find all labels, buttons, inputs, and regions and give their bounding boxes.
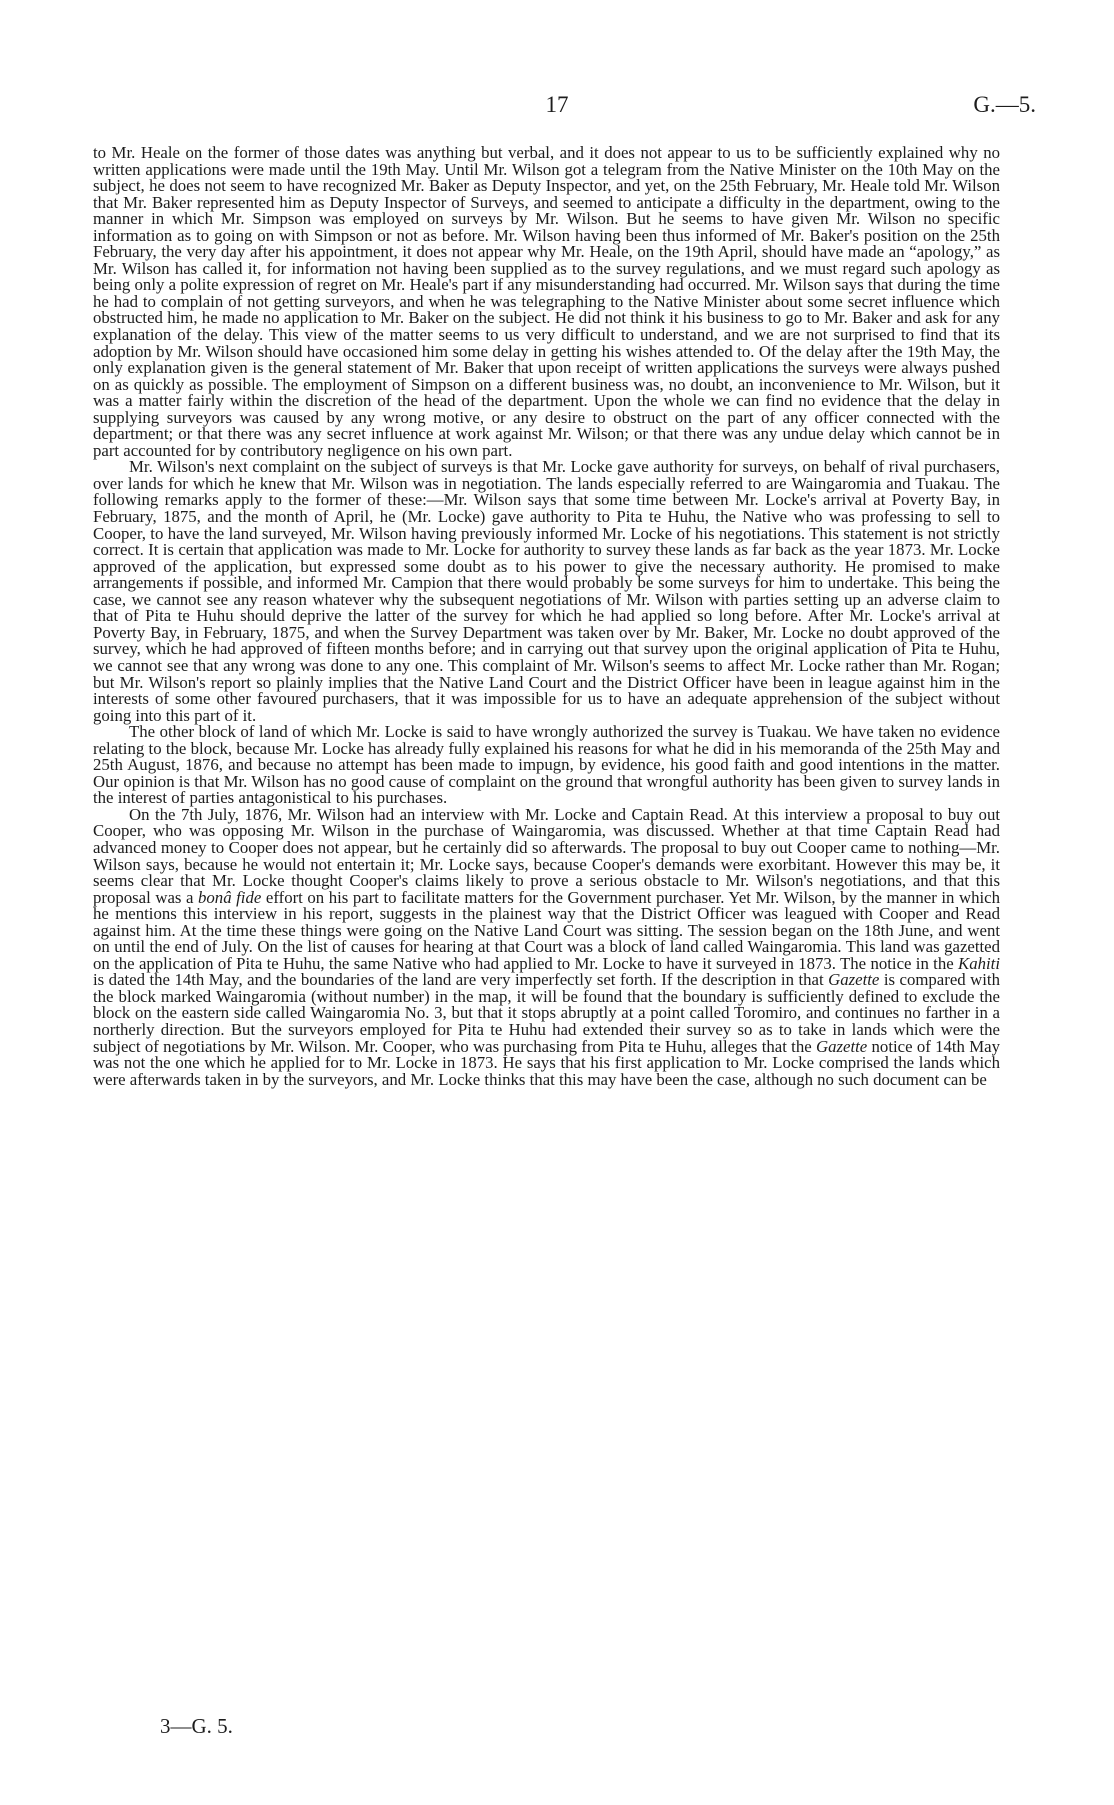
italic-gazette-1: Gazette (828, 970, 880, 990)
document-reference: G.—5. (973, 92, 1036, 117)
paragraph-1: to Mr. Heale on the former of those dates was anything but verbal, and it does not appear to us to be sufficiently explained why no written applications were made until the 19th May. Until Mr. Wilson got a telegram from the Native Minister on the 10th May on the subject, he does not seem to have recognized Mr. Baker as Deputy Inspector, and yet, on the 25th February, Mr. Heale told Mr. Wilson that Mr. Baker represented him as Deputy Inspector of Surveys, and seemed to anticipate a difficulty in the department, owing to the manner in which Mr. Simpson was employed on surveys by Mr. Wilson. But he seems to have given Mr. Wilson no specific information as to going on with Simpson or not as before. Mr. Wilson having been thus informed of Mr. Baker's position on the 25th February, the very day after his appointment, it does not appear why Mr. Heale, on the 19th April, should have made an “apology,” as Mr. Wilson has called it, for information not having been supplied as to the survey regulations, and we must regard such apology as being only a polite expression of regret on Mr. Heale's part if any misunderstanding had occurred. Mr. Wilson says that during the time he had to complain of not getting surveyors, and when he was telegraphing to the Native Minister about some secret influence which obstructed him, he made no application to Mr. Baker on the subject. He did not think it his business to go to Mr. Baker and ask for any explanation of the delay. This view of the matter seems to us very difficult to understand, and we are not surprised to find that its adoption by Mr. Wilson should have occasioned him some delay in getting his wishes attended to. Of the delay after the 19th May, the only explanation given is the general statement of Mr. Baker that upon receipt of written applications the surveys were always pushed on as quickly as possible. The employment of Simpson on a different business was, no doubt, an inconvenience to Mr. Wilson, but it was a matter fairly within the discretion of the head of the department. Upon the whole we can find no evidence that the delay in supplying surveyors was caused by any wrong motive, or any desire to obstruct on the part of any officer connected with the department; or that there was any secret influence at work against Mr. Wilson; or that there was any undue delay which cannot be in part accounted for by contributory negligence on his own part. (93, 143, 1000, 460)
paragraph-4-part-2: effort on his part to facilitate matters for the Government purchaser. Yet Mr. Wilson, by the manner in which he mentions this interview in his report, suggests in the plainest way that the District Officer was leagued with Cooper and Read against him. At the time these things were going on the Native Land Court was sitting. The session began on the 18th June, and went on until the end of July. On the list of causes for hearing at that Court was a block of land called Waingaromia. This land was gazetted on the application of Pita te Huhu, the same Native who had applied to Mr. Locke to have it surveyed in 1873. The notice in the (93, 887, 1000, 973)
paragraph-4-part-5: notice of 14th May was not the one which he applied for to Mr. Locke in 1873. He says that his first application to Mr. Locke comprised the lands which were afterwards taken in by the surveyors, and Mr. Locke thinks that this may have been the case, although no such document can be (93, 1036, 1000, 1089)
paragraph-4 (93, 804, 1000, 1089)
italic-kahiti: Kahiti (958, 953, 1000, 973)
paragraph-3: The other block of land of which Mr. Locke is said to have wrongly authorized the survey is Tuakau. We have taken no evidence relating to the block, because Mr. Locke has already fully explained his reasons for what he did in his memoranda of the 25th May and 25th August, 1876, and because no attempt has been made to impugn, by evidence, his good faith and good intentions in the matter. Our opinion is that Mr. Wilson has no good cause of complaint on the ground that wrongful authority has been given to survey lands in the interest of parties antagonistical to his purchases. (93, 722, 1000, 808)
paragraph-4-part-3: is dated the 14th May, and the boundaries of the land are very imperfectly set forth. If the description in that (93, 970, 829, 990)
signature-mark: 3—G. 5. (160, 1714, 233, 1738)
paragraph-2: Mr. Wilson's next complaint on the subject of surveys is that Mr. Locke gave authority for surveys, on behalf of rival purchasers, over lands for which he knew that Mr. Wilson was in negotiation. The lands especially referred to are Waingaromia and Tuakau. The following remarks apply to the former of these:—Mr. Wilson says that some time between Mr. Locke's arrival at Poverty Bay, in February, 1875, and the month of April, he (Mr. Locke) gave authority to Pita te Huhu, the Native who was professing to sell to Cooper, to have the land surveyed, Mr. Wilson having previously informed Mr. Locke of his negotiations. This statement is not strictly correct. It is certain that application was made to Mr. Locke for authority to survey these lands as far back as the year 1873. Mr. Locke approved of the application, but expressed some doubt as to his power to give the necessary authority. He promised to make arrangements if possible, and informed Mr. Campion that there would probably be some surveys for him to undertake. This being the case, we cannot see any reason whatever why the subsequent negotiations of Mr. Wilson with parties setting up an adverse claim to that of Pita te Huhu should deprive the latter of the survey for which he had applied so long before. After Mr. Locke's arrival at Poverty Bay, in February, 1875, and when the Survey Department was taken over by Mr. Baker, Mr. Locke no doubt approved of the survey, which he had approved of fifteen months before; and in carrying out that survey upon the original application of Pita te Huhu, we cannot see that any wrong was done to any one. This complaint of Mr. Wilson's seems to affect Mr. Locke rather than Mr. Rogan; but Mr. Wilson's report so plainly implies that the Native Land Court and the District Officer have been in league against him in the interests of some other favoured purchasers, that it was impossible for us to have an adequate apprehension of the subject without going into this part of it. (93, 457, 1000, 725)
italic-gazette-2: Gazette (815, 1036, 868, 1056)
report-body (93, 145, 1000, 1088)
italic-bona-fide: bonâ fide (198, 887, 262, 907)
page-number: 17 (545, 92, 569, 117)
paragraph-4-part-1: On the 7th July, 1876, Mr. Wilson had an interview with Mr. Locke and Captain Read. At this interview a proposal to buy out Cooper, who was opposing Mr. Wilson in the purchase of Waingaromia, was discussed. Whether at that time Captain Read had advanced money to Cooper does not appear, but he certainly did so afterwards. The proposal to buy out Cooper came to nothing—Mr. Wilson says, because he would not entertain it; Mr. Locke says, because Cooper's demands were exorbitant. However this may be, it seems clear that Mr. Locke thought Cooper's claims likely to prove a serious obstacle to Mr. Wilson's negotiations, and that this proposal was a (93, 804, 1000, 907)
paragraph-4-part-4: is compared with the block marked Waingaromia (without number) in the map, it will be found that the boundary is sufficiently defined to exclude the block on the eastern side called Waingaromia No. 3, but that it stops abruptly at a point called Toromiro, and continues no farther in a northerly direction. But the surveyors employed for Pita te Huhu had extended their survey so as to take in lands which were the subject of negotiations by Mr. Wilson. Mr. Cooper, who was purchasing from Pita te Huhu, alleges that the (93, 970, 1000, 1056)
